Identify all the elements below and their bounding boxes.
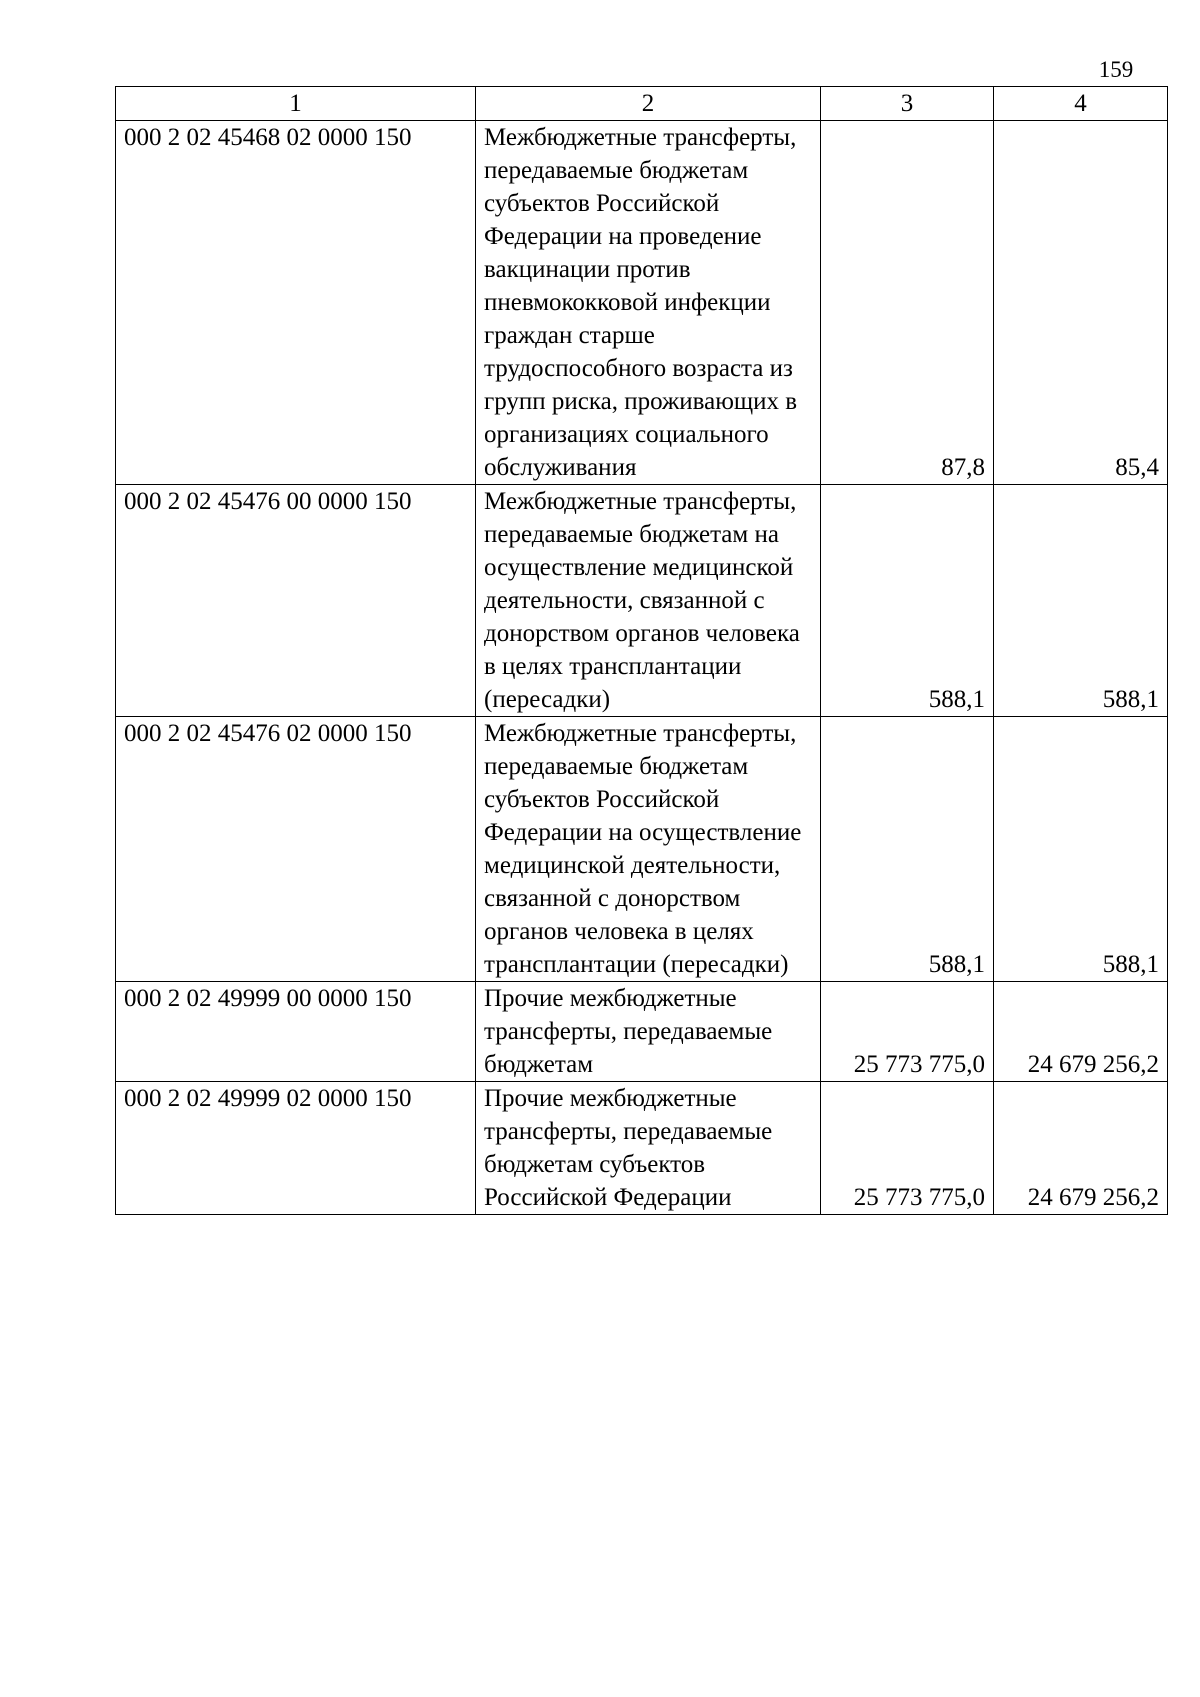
value-col-4: 24 679 256,2 (994, 982, 1168, 1082)
budget-code: 000 2 02 45476 00 0000 150 (116, 485, 476, 717)
value-col-4: 85,4 (994, 121, 1168, 485)
table-row (116, 982, 1168, 1082)
description: Прочие межбюджетные трансферты, передаваемые бюджетам (476, 982, 821, 1082)
table-row (116, 485, 1168, 717)
budget-code: 000 2 02 45476 02 0000 150 (116, 717, 476, 982)
header-col-4: 4 (994, 87, 1168, 121)
header-row (116, 87, 1168, 121)
table-row (116, 1082, 1168, 1215)
description: Прочие межбюджетные трансферты, передаваемые бюджетам субъектов Российской Федерации (476, 1082, 821, 1215)
budget-code: 000 2 02 49999 02 0000 150 (116, 1082, 476, 1215)
budget-code: 000 2 02 49999 00 0000 150 (116, 982, 476, 1082)
description: Межбюджетные трансферты, передаваемые бюджетам субъектов Российской Федерации на осуществление медицинской деятельности, связанной с донорством органов человека в целях трансплантации (пересадки) (476, 717, 821, 982)
budget-table (115, 86, 1168, 1215)
value-col-3: 25 773 775,0 (821, 982, 994, 1082)
value-col-4: 24 679 256,2 (994, 1082, 1168, 1215)
value-col-3: 25 773 775,0 (821, 1082, 994, 1215)
header-col-3: 3 (821, 87, 994, 121)
description: Межбюджетные трансферты, передаваемые бюджетам на осуществление медицинской деятельности, связанной с донорством органов человека в целях трансплантации (пересадки) (476, 485, 821, 717)
value-col-3: 87,8 (821, 121, 994, 485)
value-col-4: 588,1 (994, 485, 1168, 717)
budget-code: 000 2 02 45468 02 0000 150 (116, 121, 476, 485)
description: Межбюджетные трансферты, передаваемые бюджетам субъектов Российской Федерации на проведение вакцинации против пневмококковой инфекции граждан старше трудоспособного возраста из групп риска, проживающих в организациях социального обслуживания (476, 121, 821, 485)
value-col-3: 588,1 (821, 485, 994, 717)
header-col-1: 1 (116, 87, 476, 121)
value-col-3: 588,1 (821, 717, 994, 982)
header-col-2: 2 (476, 87, 821, 121)
value-col-4: 588,1 (994, 717, 1168, 982)
page-number: 159 (1098, 57, 1134, 82)
table-row (116, 121, 1168, 485)
table-row (116, 717, 1168, 982)
